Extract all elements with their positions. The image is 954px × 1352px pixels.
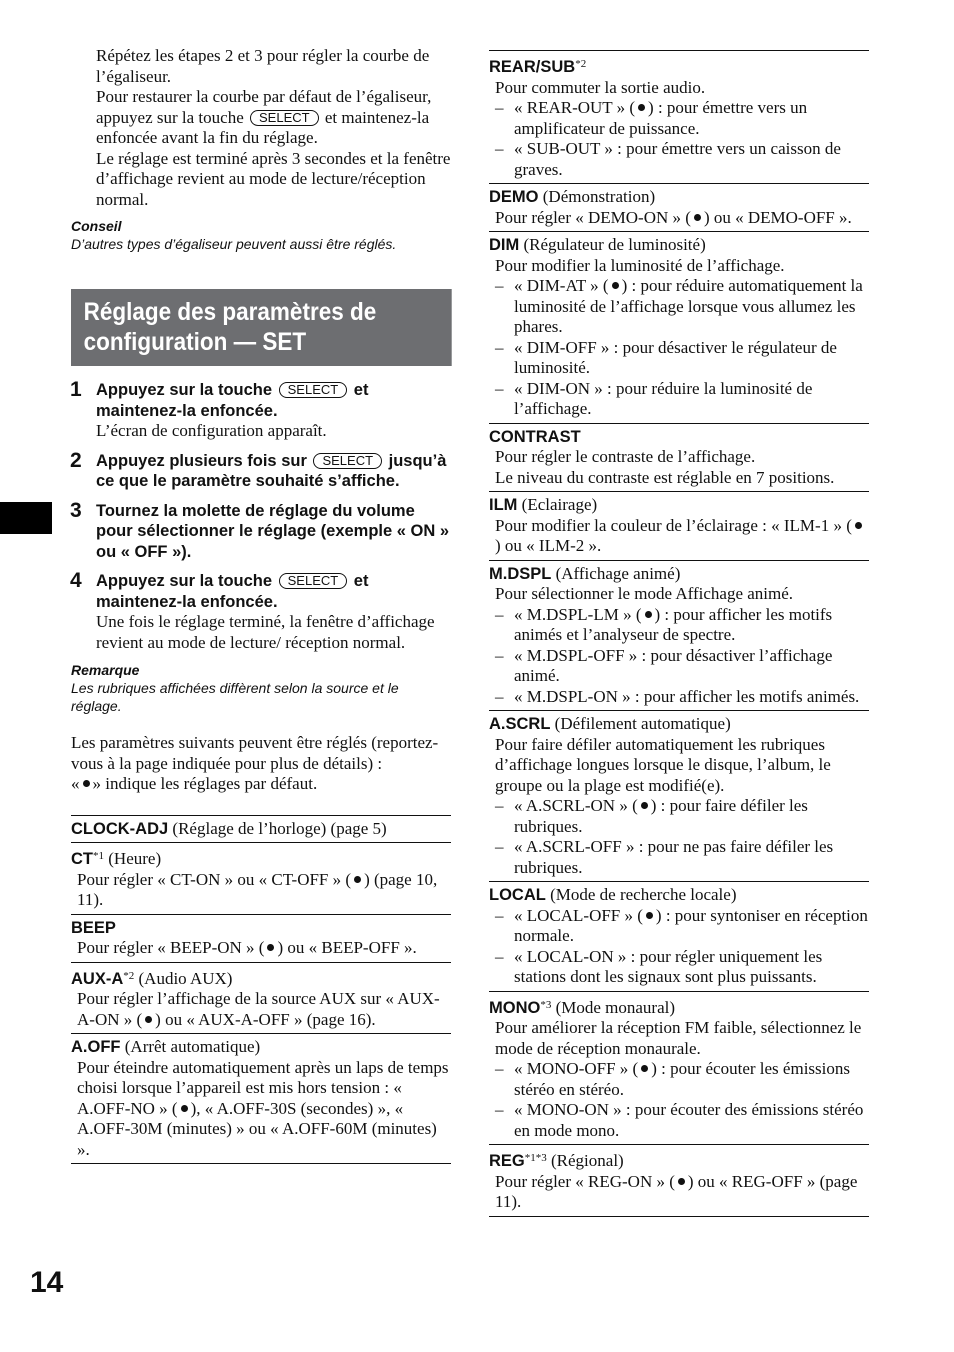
param-term: CLOCK-ADJ	[71, 819, 169, 838]
param-description: Pour commuter la sortie audio.	[495, 77, 706, 97]
text-span: ) ou « REG-OFF » (page 11).	[495, 1171, 858, 1211]
default-bullet-icon	[855, 522, 862, 529]
param-gloss: (Réglage de l’horloge) (page 5)	[172, 818, 387, 838]
term-text: CT	[71, 850, 93, 868]
page-number: 14	[30, 1266, 64, 1299]
parameter-list-right	[489, 50, 869, 1217]
param-gloss: (Eclairage)	[521, 495, 598, 514]
param-term: M.DSPL	[489, 564, 552, 583]
select-key-icon: SELECT	[279, 382, 348, 398]
param-gloss: (Mode de recherche locale)	[550, 885, 737, 904]
param-option: – « SUB-OUT » : pour émettre vers un caisson de graves.	[495, 139, 869, 180]
param-term: CONTRAST	[489, 427, 581, 446]
param-description: Le niveau du contraste est réglable en 7 positions.	[495, 467, 835, 487]
param-term	[71, 850, 104, 868]
text-span: ) : pour faire défiler les rubriques.	[514, 796, 808, 836]
step-number: 1	[70, 378, 82, 401]
param-option: – « LOCAL-ON » : pour régler uniquement les stations dont les signaux sont plus puissants.	[495, 947, 869, 988]
param-option	[495, 906, 869, 947]
param-gloss: (Démonstration)	[542, 187, 656, 206]
step-body: L’écran de configuration apparaît.	[96, 421, 327, 440]
default-bullet-icon	[645, 611, 652, 618]
text-span: ) ou « BEEP-OFF ».	[277, 938, 417, 957]
steps-list	[71, 380, 451, 653]
step-body: Une fois le réglage terminé, la fenêtre d’affichage revient au mode de lecture/ réception normal.	[96, 612, 435, 652]
param-option	[495, 1059, 869, 1100]
term-text: REAR/SUB	[489, 58, 576, 76]
text-span: jusqu’à ce que le paramètre souhaité s’affiche.	[96, 451, 447, 490]
param-description	[489, 1172, 869, 1213]
param-ct	[71, 843, 451, 915]
default-bullet-icon	[145, 1016, 152, 1023]
text-span: ) : pour émettre vers un amplificateur de puissance.	[514, 98, 808, 138]
param-option: – « A.SCRL-OFF » : pour ne pas faire défiler les rubriques.	[495, 837, 869, 878]
text-span: Pour régler « BEEP-ON » (	[77, 938, 265, 957]
text-span: ) : pour syntoniser en réception normale.	[514, 905, 868, 945]
section-title-line: configuration — SET	[83, 328, 307, 356]
param-term: ILM	[489, 496, 518, 514]
term-text: AUX-A	[71, 969, 124, 988]
param-gloss: (Régulateur de luminosité)	[523, 235, 706, 254]
params-intro-paragraph: Les paramètres suivants peuvent être réglés (reportez-vous à la page indiquée pour plus de détails) :	[71, 733, 439, 773]
param-gloss: (Régional)	[551, 1151, 624, 1170]
default-bullet-icon	[638, 104, 645, 111]
param-description	[489, 208, 869, 229]
footnote-mark: *1	[93, 850, 104, 862]
param-aux-a	[71, 963, 451, 1035]
param-reg	[489, 1145, 869, 1217]
text-span: et maintenez-la enfoncée.	[96, 572, 369, 611]
text-span: » indique les réglages par défaut.	[92, 774, 318, 793]
footnote-mark: *2	[575, 58, 587, 70]
intro-paragraph: Le réglage est terminé après 3 secondes et la fenêtre d’affichage revient au mode de lecture/réception normal.	[96, 148, 451, 209]
param-term	[489, 1152, 547, 1170]
param-clock-adj	[71, 816, 451, 844]
param-ilm	[489, 492, 869, 561]
footnote-mark: *1*3	[524, 1152, 547, 1164]
param-term: DEMO	[489, 188, 539, 206]
tip-text: D’autres types d’égaliseur peuvent aussi être réglés.	[71, 236, 397, 252]
default-bullet-icon	[612, 282, 619, 289]
text-span: ) : pour écouter les émissions stéréo en stéréo.	[514, 1059, 850, 1099]
param-term	[71, 970, 134, 988]
text-span: Appuyez plusieurs fois sur	[96, 451, 307, 470]
text-span: Pour restaurer la courbe par défaut de l’égaliseur, appuyez sur la touche	[96, 87, 432, 127]
text-span: « A.SCRL-ON » (	[514, 796, 638, 815]
select-key-icon: SELECT	[279, 573, 348, 589]
param-option: – « MONO-ON » : pour écouter des émissions stéréo en mode mono.	[495, 1100, 869, 1141]
side-thumb-tab	[0, 502, 52, 534]
param-option: – « M.DSPL-OFF » : pour désactiver l’affichage animé.	[495, 646, 869, 687]
param-gloss: (Arrêt automatique)	[124, 1037, 261, 1056]
text-span: ) : pour réduire automatiquement la luminosité de l’affichage lorsque vous allumez les phares.	[514, 276, 863, 336]
text-span: ) : pour afficher les motifs animés et l’analyseur de spectre.	[514, 604, 833, 644]
section-title-line: Réglage des paramètres de	[83, 298, 377, 326]
param-term	[489, 999, 551, 1017]
params-intro-paragraph	[71, 774, 451, 795]
param-demo	[489, 184, 869, 232]
text-span: Pour régler « CT-ON » ou « CT-OFF » (	[77, 869, 352, 889]
param-contrast	[489, 424, 869, 493]
step-3	[70, 498, 451, 563]
text-span: « MONO-OFF » (	[514, 1059, 639, 1078]
step-number: 2	[70, 448, 82, 472]
param-description: Pour sélectionner le mode Affichage animé.	[495, 584, 794, 603]
param-description	[71, 1058, 451, 1161]
text-span: Pour modifier la couleur de l’éclairage : « ILM-1 » (	[495, 515, 852, 535]
step-number: 4	[70, 569, 82, 592]
param-description	[71, 989, 451, 1030]
text-span: « REAR-OUT » (	[514, 98, 636, 117]
text-span: ) ou « AUX-A-OFF » (page 16).	[155, 1009, 376, 1029]
param-a-scrl	[489, 711, 869, 882]
text-span: ) ou « ILM-2 ».	[495, 536, 602, 555]
param-description	[71, 938, 451, 959]
text-span: Pour régler l’affichage de la source AUX sur « AUX-A-ON » (	[77, 989, 440, 1029]
param-option	[495, 605, 869, 646]
param-term: A.SCRL	[489, 715, 551, 733]
parameter-list-left	[71, 815, 451, 1165]
text-span: et maintenez-la enfoncée.	[96, 381, 369, 420]
text-span: «	[71, 774, 80, 793]
step-title	[96, 451, 451, 492]
tip-heading: Conseil	[71, 218, 122, 234]
param-gloss: (Audio AUX)	[138, 968, 233, 988]
text-span: « LOCAL-OFF » (	[514, 905, 643, 925]
param-beep	[71, 915, 451, 963]
param-option: – « DIM-ON » : pour réduire la luminosité de l’affichage.	[495, 379, 869, 420]
section-title	[71, 289, 452, 366]
param-gloss: (Défilement automatique)	[554, 714, 731, 733]
text-span: Pour régler « REG-ON » (	[495, 1171, 675, 1191]
text-span: ), « A.OFF-30S (secondes) », « A.OFF-30M (minutes) » ou « A.OFF-60M (minutes) ».	[77, 1098, 437, 1159]
step-number: 3	[70, 498, 82, 522]
intro-text	[71, 46, 451, 210]
text-span: ) ou « DEMO-OFF ».	[703, 207, 852, 227]
intro-paragraph: Répétez les étapes 2 et 3 pour régler la courbe de l’égaliseur.	[96, 46, 430, 86]
left-column	[71, 46, 451, 1164]
intro-paragraph	[71, 87, 451, 149]
param-description	[489, 516, 869, 557]
param-description: Pour régler le contraste de l’affichage.	[495, 447, 756, 466]
param-option	[495, 796, 869, 837]
param-option: – « DIM-OFF » : pour désactiver le régulateur de luminosité.	[495, 338, 869, 379]
select-key-icon: SELECT	[313, 453, 382, 469]
text-span: ) (page 10, 11).	[77, 869, 438, 909]
default-bullet-icon	[646, 912, 653, 919]
default-bullet-icon	[694, 214, 701, 221]
param-m-dspl	[489, 561, 869, 712]
text-span: « M.DSPL-LM » (	[514, 604, 642, 624]
default-bullet-icon	[267, 944, 274, 951]
step-title	[96, 571, 451, 612]
text-span: Pour régler « DEMO-ON » (	[495, 207, 691, 227]
param-option	[495, 276, 869, 338]
footnote-mark: *2	[123, 969, 135, 982]
step-2	[70, 448, 451, 492]
note-heading: Remarque	[71, 662, 140, 678]
param-term: A.OFF	[71, 1038, 121, 1056]
params-intro	[71, 733, 451, 795]
default-bullet-icon	[354, 876, 361, 883]
param-term: BEEP	[71, 918, 116, 937]
param-mono	[489, 992, 869, 1146]
step-title: Tournez la molette de réglage du volume pour sélectionner le réglage (exemple « ON » ou « OFF »).	[96, 501, 450, 561]
param-term: LOCAL	[489, 886, 546, 904]
param-option	[495, 98, 869, 139]
text-span: « DIM-AT » (	[514, 276, 609, 295]
step-1	[71, 380, 451, 442]
param-description: Pour faire défiler automatiquement les rubriques d’affichage longues lorsque le disque, l’album, le groupe ou la plage est modifié(e).	[495, 734, 831, 795]
param-description: Pour modifier la luminosité de l’affichage.	[495, 255, 785, 275]
default-bullet-icon	[83, 780, 90, 787]
param-dim	[489, 232, 869, 424]
default-bullet-icon	[641, 1065, 648, 1072]
term-text: REG	[489, 1152, 525, 1170]
default-bullet-icon	[678, 1178, 685, 1185]
note-text: Les rubriques affichées diffèrent selon la source et le réglage.	[71, 680, 399, 714]
text-span: et maintenez-la enfoncée avant la fin du réglage.	[96, 107, 430, 147]
step-4	[71, 571, 451, 653]
default-bullet-icon	[641, 802, 648, 809]
param-option: – « M.DSPL-ON » : pour afficher les motifs animés.	[495, 687, 869, 708]
param-description: Pour améliorer la réception FM faible, sélectionnez le mode de réception monaurale.	[495, 1018, 862, 1058]
param-term	[489, 58, 586, 76]
param-gloss: (Heure)	[108, 849, 162, 868]
param-description	[71, 870, 451, 911]
param-a-off	[71, 1034, 451, 1164]
default-bullet-icon	[181, 1105, 188, 1112]
right-column	[489, 50, 869, 1217]
note	[71, 662, 451, 715]
text-span: Appuyez sur la touche	[96, 572, 273, 590]
text-span: Pour éteindre automatiquement après un laps de temps choisi lorsque l’appareil est mis hors tension : « A.OFF-NO » (	[77, 1057, 449, 1118]
step-title	[96, 380, 451, 421]
text-span: Appuyez sur la touche	[96, 381, 273, 399]
term-text: MONO	[489, 998, 541, 1017]
param-gloss: (Affichage animé)	[555, 563, 681, 583]
param-gloss: (Mode monaural)	[555, 997, 676, 1017]
param-term: DIM	[489, 236, 520, 254]
param-rear-sub	[489, 51, 869, 184]
param-local	[489, 882, 869, 992]
footnote-mark: *3	[540, 998, 552, 1011]
select-key-icon: SELECT	[250, 110, 319, 126]
